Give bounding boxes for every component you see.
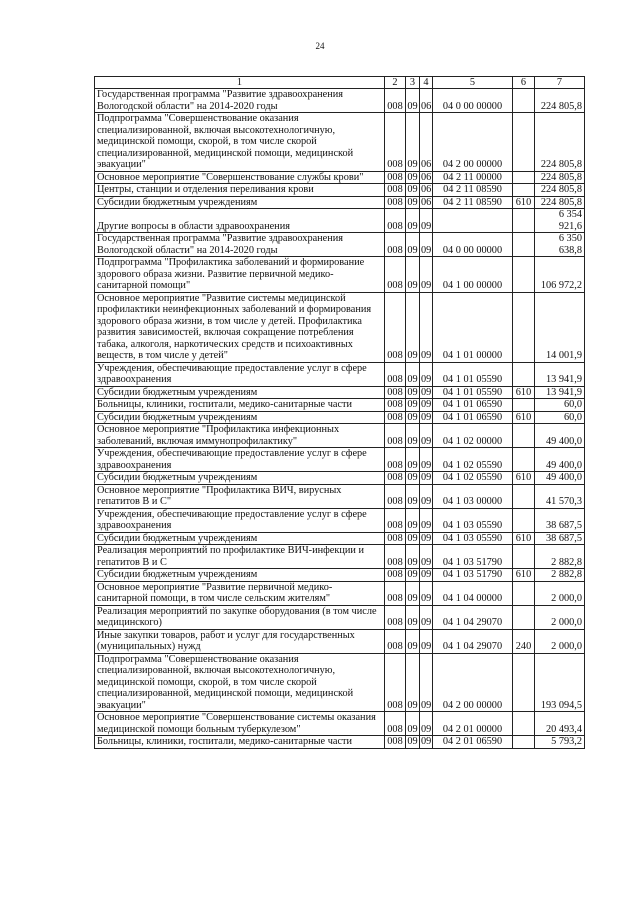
page-number: 24 — [315, 41, 325, 51]
row-target-article: 04 1 02 00000 — [433, 424, 513, 448]
row-department-code: 008 — [385, 386, 406, 399]
table-body — [95, 89, 585, 749]
row-target-article: 04 2 00 00000 — [433, 653, 513, 712]
table-row — [95, 292, 585, 362]
row-section-code: 09 — [406, 712, 420, 736]
table-row — [95, 233, 585, 257]
row-expense-type — [513, 581, 535, 605]
row-subsection-code: 09 — [421, 386, 432, 398]
row-expense-type — [513, 484, 535, 508]
row-section-code: 09 — [406, 448, 420, 472]
header-row — [95, 77, 585, 89]
row-section-code: 09 — [407, 196, 418, 208]
row-department-code: 008 — [385, 508, 406, 532]
row-target-article: 04 2 01 00000 — [433, 712, 513, 736]
row-target-article: 04 2 00 00000 — [433, 113, 513, 172]
row-department-code: 008 — [385, 424, 406, 448]
row-name: Субсидии бюджетным учреждениям — [95, 569, 385, 582]
row-expense-type: 610 — [513, 196, 535, 209]
row-target-article — [433, 209, 513, 233]
table-row — [95, 581, 585, 605]
row-target-article: 04 1 01 00000 — [433, 292, 513, 362]
row-subsection-code: 09 — [420, 545, 433, 569]
row-amount: 49 400,0 — [535, 448, 585, 472]
row-section-code: 09 — [407, 386, 418, 398]
row-subsection-code: 09 — [420, 605, 433, 629]
row-subsection-code: 09 — [420, 653, 433, 712]
row-subsection-code: 09 — [421, 532, 432, 544]
row-expense-type — [513, 736, 535, 749]
row-section-code: 09 — [407, 472, 418, 483]
row-amount: 224 805,8 — [535, 184, 585, 197]
row-department-code: 008 — [385, 171, 406, 184]
row-amount: 5 793,2 — [535, 736, 585, 749]
row-amount: 38 687,5 — [535, 508, 585, 532]
row-subsection-code: 09 — [421, 569, 432, 580]
row-expense-type — [513, 209, 535, 233]
row-department-code: 008 — [385, 653, 406, 712]
header-col-3: 3 — [406, 77, 420, 89]
row-target-article: 04 1 04 29070 — [433, 629, 513, 653]
row-target-article: 04 1 03 51790 — [433, 545, 513, 569]
row-department-code: 008 — [385, 257, 406, 293]
row-name: Другие вопросы в области здравоохранения — [95, 209, 385, 233]
row-amount: 13 941,9 — [535, 386, 585, 399]
row-department-code: 008 — [385, 411, 406, 424]
row-target-article: 04 0 00 00000 — [433, 233, 513, 257]
row-department-code: 008 — [385, 233, 406, 257]
row-subsection-code: 09 — [420, 233, 433, 257]
row-subsection-code: 09 — [421, 472, 432, 483]
row-name: Основное мероприятие "Профилактика инфекционных заболеваний, включая иммунопрофилактику" — [95, 424, 385, 448]
table-row — [95, 171, 585, 184]
row-amount: 224 805,8 — [535, 89, 585, 113]
row-amount: 2 000,0 — [535, 581, 585, 605]
row-department-code: 008 — [385, 736, 406, 749]
row-name: Реализация мероприятий по профилактике ВИЧ-инфекции и гепатитов В и С — [95, 545, 385, 569]
table-row — [95, 448, 585, 472]
table-row — [95, 386, 585, 399]
header-col-6: 6 — [513, 77, 535, 89]
table-row — [95, 411, 585, 424]
table-row — [95, 605, 585, 629]
row-amount: 6 354 921,6 — [535, 209, 585, 233]
row-target-article: 04 1 00 00000 — [433, 257, 513, 293]
row-subsection-code: 09 — [421, 736, 432, 747]
table-row — [95, 424, 585, 448]
row-name: Подпрограмма "Профилактика заболеваний и формирование здорового образа жизни. Развитие первичной медико-санитарной помощи" — [95, 257, 385, 293]
row-section-code: 09 — [406, 257, 420, 293]
row-expense-type: 240 — [513, 629, 535, 653]
row-name: Субсидии бюджетным учреждениям — [95, 411, 385, 424]
row-subsection-code: 09 — [420, 484, 433, 508]
row-amount: 106 972,2 — [535, 257, 585, 293]
table-row — [95, 653, 585, 712]
row-amount: 60,0 — [535, 411, 585, 424]
row-expense-type — [513, 184, 535, 197]
row-section-code: 09 — [406, 581, 420, 605]
row-department-code: 008 — [385, 292, 406, 362]
row-department-code: 008 — [385, 629, 406, 653]
row-target-article: 04 1 01 05590 — [433, 386, 513, 399]
row-amount: 41 570,3 — [535, 484, 585, 508]
row-name: Иные закупки товаров, работ и услуг для государственных (муниципальных) нужд — [95, 629, 385, 653]
row-target-article: 04 2 11 08590 — [433, 196, 513, 209]
table-header — [95, 77, 585, 89]
row-subsection-code: 09 — [420, 362, 433, 386]
row-expense-type — [513, 545, 535, 569]
row-section-code: 09 — [407, 184, 418, 195]
row-target-article: 04 2 11 08590 — [433, 184, 513, 197]
row-expense-type — [513, 424, 535, 448]
row-expense-type: 610 — [513, 532, 535, 545]
row-subsection-code: 09 — [420, 508, 433, 532]
row-target-article: 04 1 01 06590 — [433, 411, 513, 424]
row-department-code: 008 — [385, 89, 406, 113]
row-amount: 2 000,0 — [535, 629, 585, 653]
row-name: Центры, станции и отделения переливания крови — [95, 184, 385, 197]
row-name: Подпрограмма "Совершенствование оказания специализированной, включая высокотехнологичную, медицинской помощи, скорой, в том числе скорой специализированной, медицинской помощи, медицинской эвакуации" — [95, 113, 385, 172]
table-row — [95, 532, 585, 545]
row-expense-type — [513, 712, 535, 736]
row-target-article: 04 1 03 05590 — [433, 508, 513, 532]
table-row — [95, 545, 585, 569]
row-section-code: 09 — [406, 233, 420, 257]
row-amount: 60,0 — [535, 399, 585, 412]
row-subsection-code: 09 — [420, 448, 433, 472]
row-expense-type — [513, 605, 535, 629]
row-name: Государственная программа "Развитие здравоохранения Вологодской области" на 2014-2020 годы — [95, 89, 385, 113]
row-target-article: 04 1 03 00000 — [433, 484, 513, 508]
row-amount: 38 687,5 — [535, 532, 585, 545]
row-department-code: 008 — [385, 362, 406, 386]
row-amount: 2 882,8 — [535, 545, 585, 569]
row-amount: 2 000,0 — [535, 605, 585, 629]
table-row — [95, 712, 585, 736]
row-section-code: 09 — [406, 508, 420, 532]
row-section-code: 09 — [407, 569, 418, 580]
row-name: Субсидии бюджетным учреждениям — [95, 386, 385, 399]
row-department-code: 008 — [385, 581, 406, 605]
row-expense-type — [513, 448, 535, 472]
row-subsection-code: 09 — [420, 257, 433, 293]
row-name: Основное мероприятие "Профилактика ВИЧ, вирусных гепатитов В и С" — [95, 484, 385, 508]
table-row — [95, 184, 585, 197]
table-row — [95, 257, 585, 293]
row-target-article: 04 1 01 05590 — [433, 362, 513, 386]
row-section-code: 09 — [407, 411, 418, 423]
row-section-code: 09 — [406, 292, 420, 362]
row-department-code: 008 — [385, 448, 406, 472]
table-row — [95, 629, 585, 653]
row-expense-type — [513, 653, 535, 712]
row-name: Государственная программа "Развитие здравоохранения Вологодской области" на 2014-2020 годы — [95, 233, 385, 257]
row-amount: 49 400,0 — [535, 472, 585, 485]
row-subsection-code: 09 — [421, 411, 432, 423]
header-col-2: 2 — [385, 77, 406, 89]
row-expense-type — [513, 362, 535, 386]
row-expense-type — [513, 171, 535, 184]
row-section-code: 09 — [407, 399, 418, 410]
row-subsection-code: 09 — [421, 399, 432, 410]
row-department-code: 008 — [385, 545, 406, 569]
table-row — [95, 113, 585, 172]
row-subsection-code: 09 — [420, 712, 433, 736]
row-amount: 224 805,8 — [535, 171, 585, 184]
header-col-1: 1 — [95, 77, 385, 89]
row-department-code: 008 — [385, 484, 406, 508]
row-expense-type — [513, 113, 535, 172]
row-department-code: 008 — [385, 399, 406, 412]
budget-table — [94, 76, 585, 749]
table-row — [95, 399, 585, 412]
row-section-code: 09 — [406, 545, 420, 569]
row-subsection-code: 06 — [420, 89, 433, 113]
row-expense-type — [513, 292, 535, 362]
row-expense-type — [513, 233, 535, 257]
row-target-article: 04 1 02 05590 — [433, 448, 513, 472]
table-row — [95, 196, 585, 209]
row-name: Учреждения, обеспечивающие предоставление услуг в сфере здравоохранения — [95, 448, 385, 472]
row-amount: 14 001,9 — [535, 292, 585, 362]
row-expense-type — [513, 399, 535, 412]
row-name: Больницы, клиники, госпитали, медико-санитарные части — [95, 399, 385, 412]
row-amount: 13 941,9 — [535, 362, 585, 386]
row-section-code: 09 — [406, 629, 420, 653]
row-name: Основное мероприятие "Развитие первичной медико-санитарной помощи, в том числе сельским жителям" — [95, 581, 385, 605]
row-expense-type: 610 — [513, 411, 535, 424]
row-section-code: 09 — [406, 89, 420, 113]
row-subsection-code: 09 — [420, 629, 433, 653]
header-col-5: 5 — [433, 77, 513, 89]
row-section-code: 09 — [407, 736, 418, 747]
row-name: Реализация мероприятий по закупке оборудования (в том числе медицинского) — [95, 605, 385, 629]
row-section-code: 09 — [406, 424, 420, 448]
header-col-4: 4 — [420, 77, 433, 89]
row-target-article: 04 1 03 51790 — [433, 569, 513, 582]
row-subsection-code: 09 — [420, 424, 433, 448]
row-target-article: 04 1 01 06590 — [433, 399, 513, 412]
table-row — [95, 362, 585, 386]
row-amount: 224 805,8 — [535, 196, 585, 209]
row-name: Подпрограмма "Совершенствование оказания специализированной, включая высокотехнологичную, медицинской помощи, скорой, в том числе скорой специализированной, медицинской помощи, медицинской эвакуации" — [95, 653, 385, 712]
row-amount: 193 094,5 — [535, 653, 585, 712]
row-department-code: 008 — [385, 209, 406, 233]
row-subsection-code: 06 — [421, 184, 432, 195]
row-subsection-code: 06 — [421, 196, 432, 208]
row-expense-type: 610 — [513, 472, 535, 485]
row-department-code: 008 — [385, 196, 406, 209]
row-name: Основное мероприятие "Развитие системы медицинской профилактики неинфекционных заболеваний и формирования здорового образа жизни, в том числе у детей. Профилактика развития зависимостей, включая сокращение потребления табака, алкоголя, наркотических средств и психоактивных веществ, в том числе у детей" — [95, 292, 385, 362]
row-section-code: 09 — [406, 209, 420, 233]
row-expense-type — [513, 508, 535, 532]
row-target-article: 04 2 01 06590 — [433, 736, 513, 749]
table-row — [95, 484, 585, 508]
row-subsection-code: 06 — [421, 171, 432, 183]
row-name: Субсидии бюджетным учреждениям — [95, 532, 385, 545]
row-expense-type — [513, 257, 535, 293]
table-row — [95, 508, 585, 532]
table-row — [95, 472, 585, 485]
row-expense-type: 610 — [513, 386, 535, 399]
row-amount: 224 805,8 — [535, 113, 585, 172]
row-amount: 20 493,4 — [535, 712, 585, 736]
row-section-code: 09 — [406, 653, 420, 712]
row-target-article: 04 1 02 05590 — [433, 472, 513, 485]
row-department-code: 008 — [385, 472, 406, 485]
table-row — [95, 209, 585, 233]
row-name: Основное мероприятие "Совершенствование системы оказания медицинской помощи больным туберкулезом" — [95, 712, 385, 736]
row-subsection-code: 06 — [420, 113, 433, 172]
row-department-code: 008 — [385, 605, 406, 629]
row-department-code: 008 — [385, 113, 406, 172]
row-expense-type: 610 — [513, 569, 535, 582]
row-department-code: 008 — [385, 569, 406, 582]
row-section-code: 09 — [407, 532, 418, 544]
row-department-code: 008 — [385, 712, 406, 736]
row-section-code: 09 — [406, 484, 420, 508]
row-target-article: 04 0 00 00000 — [433, 89, 513, 113]
row-name: Субсидии бюджетным учреждениям — [95, 472, 385, 485]
table-row — [95, 736, 585, 749]
table-row — [95, 569, 585, 582]
row-subsection-code: 09 — [420, 292, 433, 362]
row-section-code: 09 — [406, 605, 420, 629]
row-expense-type — [513, 89, 535, 113]
row-target-article: 04 1 03 05590 — [433, 532, 513, 545]
row-section-code: 09 — [406, 362, 420, 386]
row-department-code: 008 — [385, 184, 406, 197]
row-name: Основное мероприятие "Совершенствование службы крови" — [95, 171, 385, 184]
row-name: Учреждения, обеспечивающие предоставление услуг в сфере здравоохранения — [95, 362, 385, 386]
row-subsection-code: 09 — [420, 209, 433, 233]
row-section-code: 09 — [407, 171, 418, 183]
row-subsection-code: 09 — [420, 581, 433, 605]
row-target-article: 04 1 04 29070 — [433, 605, 513, 629]
row-amount: 6 350 638,8 — [535, 233, 585, 257]
row-section-code: 09 — [406, 113, 420, 172]
row-name: Больницы, клиники, госпитали, медико-санитарные части — [95, 736, 385, 749]
row-target-article: 04 1 04 00000 — [433, 581, 513, 605]
row-name: Учреждения, обеспечивающие предоставление услуг в сфере здравоохранения — [95, 508, 385, 532]
row-amount: 2 882,8 — [535, 569, 585, 582]
row-amount: 49 400,0 — [535, 424, 585, 448]
header-col-7: 7 — [535, 77, 585, 89]
row-department-code: 008 — [385, 532, 406, 545]
row-name: Субсидии бюджетным учреждениям — [95, 196, 385, 209]
table-row — [95, 89, 585, 113]
row-target-article: 04 2 11 00000 — [433, 171, 513, 184]
